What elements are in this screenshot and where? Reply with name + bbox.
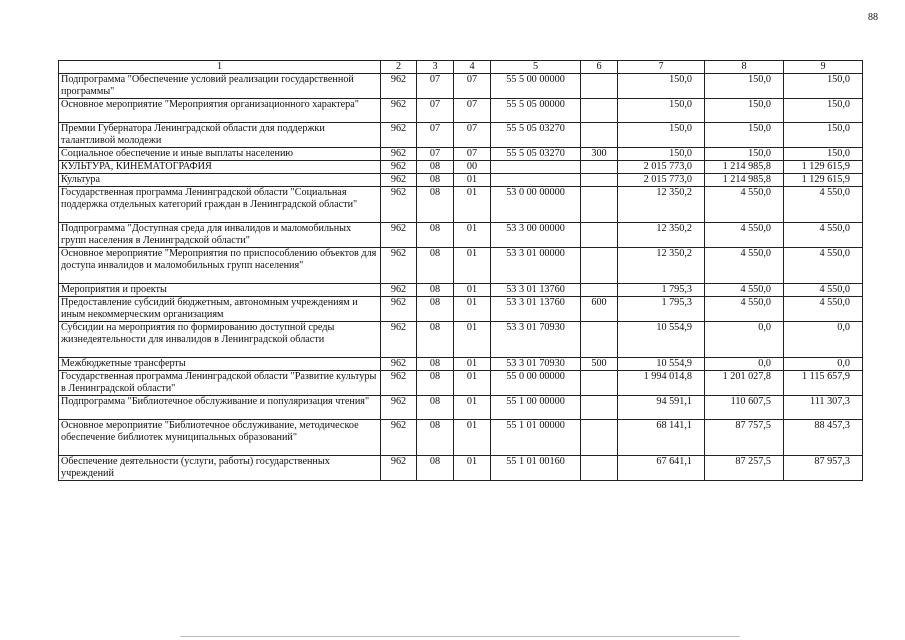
row-cell-c8: 4 550,0 — [705, 248, 784, 284]
row-cell-c7: 10 554,9 — [618, 358, 705, 371]
row-cell-c2: 962 — [381, 322, 417, 358]
header-cell: 8 — [705, 61, 784, 74]
row-cell-c6 — [581, 420, 618, 456]
row-cell-c3: 07 — [417, 123, 454, 148]
row-name-cell: Мероприятия и проекты — [59, 284, 381, 297]
row-cell-c6 — [581, 456, 618, 481]
row-cell-c9: 111 307,3 — [784, 396, 863, 420]
row-cell-c8: 4 550,0 — [705, 187, 784, 223]
table-row — [59, 396, 863, 420]
row-cell-c4: 01 — [454, 223, 491, 248]
row-cell-c8: 110 607,5 — [705, 396, 784, 420]
row-cell-c7: 2 015 773,0 — [618, 174, 705, 187]
row-cell-c9: 4 550,0 — [784, 284, 863, 297]
row-name-cell: Премии Губернатора Ленинградской области для поддержки талантливой молодежи — [59, 123, 381, 148]
row-cell-c7: 12 350,2 — [618, 248, 705, 284]
table-row — [59, 99, 863, 123]
row-name-cell: КУЛЬТУРА, КИНЕМАТОГРАФИЯ — [59, 161, 381, 174]
row-name-cell: Подпрограмма "Обеспечение условий реализации государственной программы" — [59, 74, 381, 99]
row-cell-c9: 4 550,0 — [784, 187, 863, 223]
row-cell-c4: 01 — [454, 358, 491, 371]
row-cell-c7: 10 554,9 — [618, 322, 705, 358]
row-name-cell: Социальное обеспечение и иные выплаты населению — [59, 148, 381, 161]
row-cell-c7: 2 015 773,0 — [618, 161, 705, 174]
row-cell-c9: 87 957,3 — [784, 456, 863, 481]
table-row — [59, 284, 863, 297]
table-row — [59, 161, 863, 174]
row-cell-c4: 01 — [454, 284, 491, 297]
row-name-cell: Обеспечение деятельности (услуги, работы) государственных учреждений — [59, 456, 381, 481]
row-cell-c2: 962 — [381, 297, 417, 322]
row-cell-c7: 150,0 — [618, 148, 705, 161]
table-row — [59, 297, 863, 322]
row-cell-c7: 150,0 — [618, 99, 705, 123]
row-cell-c3: 08 — [417, 248, 454, 284]
row-cell-c5: 55 5 05 03270 — [491, 148, 581, 161]
row-cell-c7: 1 795,3 — [618, 284, 705, 297]
row-cell-c3: 07 — [417, 99, 454, 123]
row-cell-c4: 01 — [454, 174, 491, 187]
row-cell-c4: 01 — [454, 248, 491, 284]
row-cell-c5: 53 0 00 00000 — [491, 187, 581, 223]
row-cell-c3: 08 — [417, 223, 454, 248]
row-cell-c5: 53 3 00 00000 — [491, 223, 581, 248]
table-row — [59, 148, 863, 161]
row-cell-c8: 0,0 — [705, 358, 784, 371]
header-cell: 1 — [59, 61, 381, 74]
row-cell-c2: 962 — [381, 148, 417, 161]
row-cell-c3: 08 — [417, 396, 454, 420]
row-name-cell: Основное мероприятие "Мероприятия по приспособлению объектов для доступа инвалидов и маломобильных групп населения" — [59, 248, 381, 284]
row-cell-c5: 53 3 01 13760 — [491, 297, 581, 322]
row-cell-c3: 08 — [417, 284, 454, 297]
row-cell-c8: 4 550,0 — [705, 284, 784, 297]
row-cell-c6 — [581, 123, 618, 148]
row-cell-c4: 00 — [454, 161, 491, 174]
row-cell-c7: 68 141,1 — [618, 420, 705, 456]
row-cell-c6 — [581, 161, 618, 174]
row-cell-c9: 88 457,3 — [784, 420, 863, 456]
row-cell-c5 — [491, 174, 581, 187]
row-cell-c3: 08 — [417, 297, 454, 322]
table-row — [59, 174, 863, 187]
header-cell: 5 — [491, 61, 581, 74]
row-cell-c7: 150,0 — [618, 123, 705, 148]
row-cell-c2: 962 — [381, 371, 417, 396]
table-row — [59, 248, 863, 284]
table-row — [59, 74, 863, 99]
row-cell-c6: 500 — [581, 358, 618, 371]
row-cell-c4: 01 — [454, 297, 491, 322]
row-cell-c2: 962 — [381, 420, 417, 456]
row-cell-c4: 07 — [454, 99, 491, 123]
row-cell-c9: 4 550,0 — [784, 297, 863, 322]
row-cell-c7: 1 994 014,8 — [618, 371, 705, 396]
row-cell-c5 — [491, 161, 581, 174]
row-cell-c3: 08 — [417, 456, 454, 481]
row-cell-c5: 55 1 01 00160 — [491, 456, 581, 481]
row-cell-c6 — [581, 284, 618, 297]
row-cell-c9: 150,0 — [784, 148, 863, 161]
row-cell-c6 — [581, 396, 618, 420]
row-cell-c9: 150,0 — [784, 74, 863, 99]
table-row — [59, 223, 863, 248]
row-cell-c6 — [581, 223, 618, 248]
row-cell-c5: 53 3 01 70930 — [491, 358, 581, 371]
row-cell-c2: 962 — [381, 396, 417, 420]
row-cell-c4: 01 — [454, 420, 491, 456]
row-cell-c4: 01 — [454, 322, 491, 358]
row-cell-c3: 08 — [417, 371, 454, 396]
row-cell-c3: 08 — [417, 420, 454, 456]
row-cell-c8: 4 550,0 — [705, 223, 784, 248]
table-row — [59, 456, 863, 481]
row-cell-c9: 0,0 — [784, 322, 863, 358]
row-cell-c7: 94 591,1 — [618, 396, 705, 420]
scan-edge-line — [180, 636, 740, 637]
row-cell-c2: 962 — [381, 358, 417, 371]
header-cell: 7 — [618, 61, 705, 74]
row-name-cell: Государственная программа Ленинградской области "Социальная поддержка отдельных категорий граждан в Ленинградской области" — [59, 187, 381, 223]
header-cell: 9 — [784, 61, 863, 74]
row-cell-c9: 150,0 — [784, 99, 863, 123]
row-cell-c9: 1 129 615,9 — [784, 161, 863, 174]
row-cell-c3: 08 — [417, 174, 454, 187]
row-cell-c9: 1 115 657,9 — [784, 371, 863, 396]
row-cell-c2: 962 — [381, 223, 417, 248]
row-cell-c3: 08 — [417, 322, 454, 358]
row-cell-c8: 150,0 — [705, 123, 784, 148]
header-cell: 2 — [381, 61, 417, 74]
row-cell-c9: 4 550,0 — [784, 223, 863, 248]
row-cell-c6 — [581, 248, 618, 284]
row-cell-c6 — [581, 74, 618, 99]
row-cell-c3: 08 — [417, 358, 454, 371]
row-cell-c5: 55 1 01 00000 — [491, 420, 581, 456]
row-cell-c4: 07 — [454, 148, 491, 161]
header-cell: 6 — [581, 61, 618, 74]
row-cell-c2: 962 — [381, 248, 417, 284]
row-cell-c5: 53 3 01 13760 — [491, 284, 581, 297]
row-cell-c6: 600 — [581, 297, 618, 322]
row-cell-c3: 07 — [417, 148, 454, 161]
row-cell-c6 — [581, 371, 618, 396]
row-cell-c7: 67 641,1 — [618, 456, 705, 481]
row-cell-c5: 55 0 00 00000 — [491, 371, 581, 396]
row-name-cell: Подпрограмма "Библиотечное обслуживание и популяризация чтения" — [59, 396, 381, 420]
table-row — [59, 358, 863, 371]
row-cell-c8: 87 257,5 — [705, 456, 784, 481]
row-cell-c3: 08 — [417, 187, 454, 223]
row-cell-c4: 01 — [454, 187, 491, 223]
row-name-cell: Подпрограмма "Доступная среда для инвалидов и маломобильных групп населения в Ленинградской области" — [59, 223, 381, 248]
row-cell-c5: 55 5 05 03270 — [491, 123, 581, 148]
row-cell-c6 — [581, 99, 618, 123]
row-cell-c7: 12 350,2 — [618, 223, 705, 248]
row-cell-c2: 962 — [381, 284, 417, 297]
row-name-cell: Предоставление субсидий бюджетным, автономным учреждениям и иным некоммерческим организациям — [59, 297, 381, 322]
table-row — [59, 322, 863, 358]
row-cell-c5: 55 5 00 00000 — [491, 74, 581, 99]
table-row — [59, 123, 863, 148]
table-row — [59, 371, 863, 396]
row-name-cell: Межбюджетные трансферты — [59, 358, 381, 371]
row-cell-c8: 150,0 — [705, 148, 784, 161]
row-cell-c3: 07 — [417, 74, 454, 99]
row-cell-c9: 0,0 — [784, 358, 863, 371]
row-cell-c9: 4 550,0 — [784, 248, 863, 284]
row-cell-c3: 08 — [417, 161, 454, 174]
row-cell-c6 — [581, 174, 618, 187]
table-row — [59, 420, 863, 456]
row-cell-c4: 01 — [454, 456, 491, 481]
row-cell-c8: 1 214 985,8 — [705, 161, 784, 174]
row-name-cell: Государственная программа Ленинградской области "Развитие культуры в Ленинградской области" — [59, 371, 381, 396]
row-cell-c7: 12 350,2 — [618, 187, 705, 223]
page-number: 88 — [868, 12, 878, 23]
header-cell: 3 — [417, 61, 454, 74]
header-cell: 4 — [454, 61, 491, 74]
row-cell-c2: 962 — [381, 74, 417, 99]
row-cell-c8: 150,0 — [705, 99, 784, 123]
row-cell-c2: 962 — [381, 161, 417, 174]
row-cell-c8: 1 214 985,8 — [705, 174, 784, 187]
row-cell-c6 — [581, 187, 618, 223]
row-cell-c4: 01 — [454, 396, 491, 420]
row-cell-c8: 87 757,5 — [705, 420, 784, 456]
header-row — [59, 61, 863, 74]
row-cell-c7: 1 795,3 — [618, 297, 705, 322]
row-cell-c7: 150,0 — [618, 74, 705, 99]
row-name-cell: Культура — [59, 174, 381, 187]
row-name-cell: Субсидии на мероприятия по формированию доступной среды жизнедеятельности для инвалидов в Ленинградской области — [59, 322, 381, 358]
row-cell-c9: 150,0 — [784, 123, 863, 148]
row-cell-c8: 1 201 027,8 — [705, 371, 784, 396]
row-cell-c2: 962 — [381, 187, 417, 223]
row-cell-c2: 962 — [381, 174, 417, 187]
row-cell-c5: 55 5 05 00000 — [491, 99, 581, 123]
row-cell-c8: 0,0 — [705, 322, 784, 358]
row-cell-c6 — [581, 322, 618, 358]
row-cell-c2: 962 — [381, 99, 417, 123]
row-cell-c8: 150,0 — [705, 74, 784, 99]
row-cell-c8: 4 550,0 — [705, 297, 784, 322]
row-cell-c5: 53 3 01 00000 — [491, 248, 581, 284]
budget-table — [58, 60, 863, 481]
row-cell-c4: 01 — [454, 371, 491, 396]
row-cell-c5: 53 3 01 70930 — [491, 322, 581, 358]
row-cell-c4: 07 — [454, 123, 491, 148]
table-row — [59, 187, 863, 223]
row-cell-c6: 300 — [581, 148, 618, 161]
row-cell-c9: 1 129 615,9 — [784, 174, 863, 187]
row-cell-c2: 962 — [381, 123, 417, 148]
row-cell-c4: 07 — [454, 74, 491, 99]
row-name-cell: Основное мероприятие "Мероприятия организационного характера" — [59, 99, 381, 123]
row-cell-c2: 962 — [381, 456, 417, 481]
row-cell-c5: 55 1 00 00000 — [491, 396, 581, 420]
row-name-cell: Основное мероприятие "Библиотечное обслуживание, методическое обеспечение библиотек муниципальных образований" — [59, 420, 381, 456]
